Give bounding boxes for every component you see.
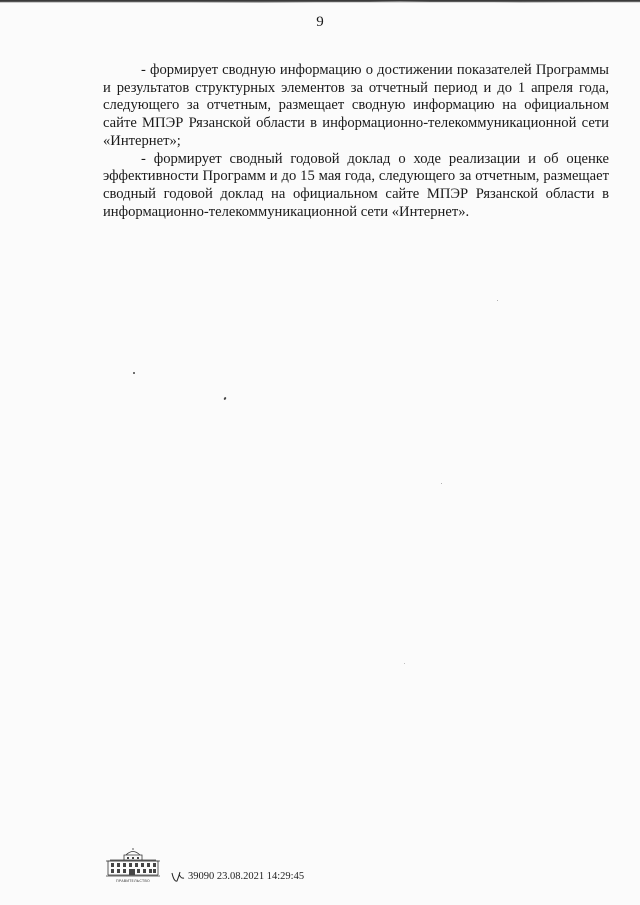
registration-stamp: 39090 23.08.2021 14:29:45 [188, 871, 305, 882]
signature-mark-icon [170, 870, 186, 884]
logo-caption: ПРАВИТЕЛЬСТВО [116, 879, 150, 883]
scan-top-edge [0, 0, 640, 8]
scan-speck [404, 663, 405, 664]
government-building-logo [102, 848, 164, 878]
scan-speck [497, 300, 498, 301]
scan-speck [133, 372, 135, 374]
page-number: 9 [316, 14, 324, 30]
paragraph-annual-report: - формирует сводный годовой доклад о ходе реализации и об оценке эффективности Программ и до 15 мая года, следующего за отчетным, размещает сводный годовой доклад на официальном сайте МПЭР Рязанской области в информационно-телекоммуникационной сети «Интернет». [103, 150, 609, 220]
footer [102, 848, 502, 888]
scan-speck [223, 397, 226, 401]
scan-speck [441, 483, 442, 484]
document-body [103, 62, 609, 221]
paragraph-summary-info: - формирует сводную информацию о достижении показателей Программы и результатов структурных элементов за отчетный период и до 1 апреля года, следующего за отчетным, размещает сводную информацию на официальном сайте МПЭР Рязанской области в информационно-телекоммуникационной сети «Интернет»; [103, 62, 609, 149]
